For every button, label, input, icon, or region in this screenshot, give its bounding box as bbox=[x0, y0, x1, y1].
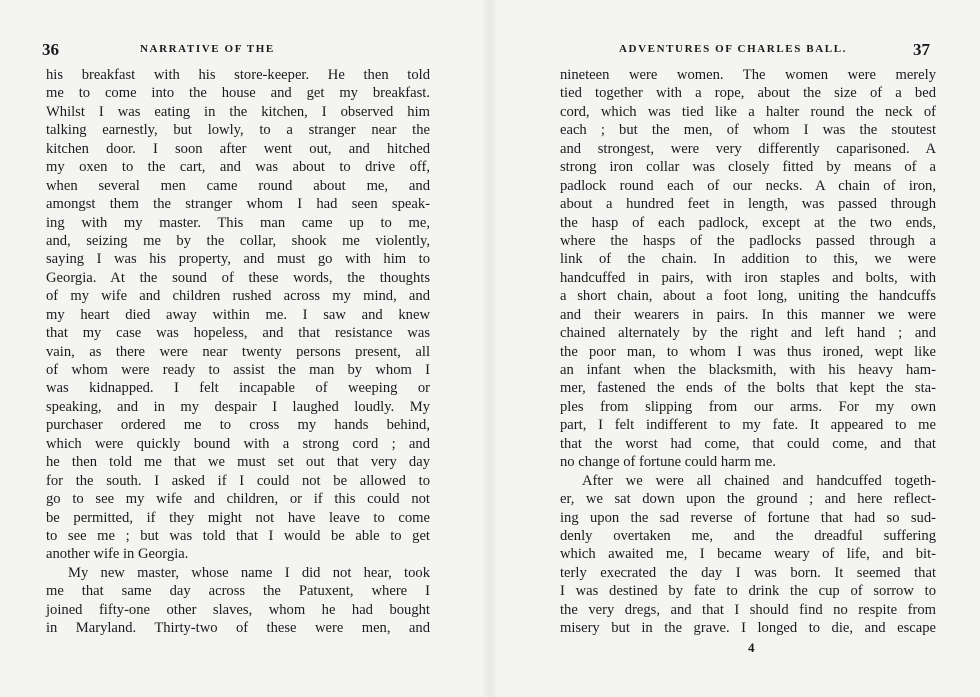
text-line: Whilst I was eating in the kitchen, I observed him bbox=[46, 103, 430, 120]
right-page bbox=[490, 0, 980, 697]
right-page-text bbox=[560, 66, 936, 638]
text-line: in Maryland. Thirty-two of these were men, and bbox=[46, 620, 430, 637]
text-line: which were quickly bound with a strong cord ; and bbox=[46, 435, 430, 452]
text-line: for the south. I asked if I could not be allowed to bbox=[46, 472, 430, 489]
text-line: er, we sat down upon the ground ; and here reflect- bbox=[560, 491, 936, 508]
text-line: of whom were ready to assist the man by whom I bbox=[46, 362, 430, 378]
running-head-left: NARRATIVE OF THE bbox=[140, 43, 275, 55]
text-line: mer, fastened the ends of the bolts that kept the sta- bbox=[560, 380, 936, 397]
text-line: ing upon the sad reverse of fortune that had so sud- bbox=[560, 509, 936, 526]
text-line: joined fifty-one other slaves, whom he had bought bbox=[46, 601, 430, 618]
text-line: speaking, and in my despair I laughed loudly. My bbox=[46, 398, 430, 415]
page-number-right: 37 bbox=[913, 40, 930, 59]
text-line: link of the chain. In addition to this, we were bbox=[560, 251, 936, 268]
paragraph-end-line: no change of fortune could harm me. bbox=[560, 454, 776, 471]
text-line: where the hasps of the padlocks passed through a bbox=[560, 232, 936, 249]
text-line: me to come into the house and get my breakfast. bbox=[46, 85, 430, 102]
text-line: cord, which was tied like a halter round the neck of bbox=[560, 103, 936, 120]
text-line: Georgia. At the sound of these words, the thoughts bbox=[46, 269, 430, 286]
text-line: that my case was hopeless, and that resistance was bbox=[46, 325, 430, 342]
page-number-left: 36 bbox=[42, 40, 59, 59]
text-line: ples from slipping from our arms. For my own bbox=[560, 398, 936, 415]
text-line: to see me ; but was told that I would be able to get bbox=[46, 527, 430, 544]
text-line: and their wearers in pairs. In this manner we were bbox=[560, 306, 936, 323]
paragraph-end-line: another wife in Georgia. bbox=[46, 546, 189, 563]
text-line: the hasp of each padlock, except at the two ends, bbox=[560, 214, 936, 231]
text-line: amongst them the stranger whom I had seen speak- bbox=[46, 196, 430, 213]
text-line: misery but in the grave. I longed to die, and escape bbox=[560, 620, 936, 637]
text-line: about a hundred feet in length, was passed through bbox=[560, 196, 936, 213]
text-line: part, I felt indifferent to my fate. It appeared to me bbox=[560, 417, 936, 434]
text-line: kitchen door. I soon after went out, and hitched bbox=[46, 140, 430, 157]
text-line: was kidnapped. I felt incapable of weeping or bbox=[46, 380, 430, 397]
text-line: tied together with a rope, about the size of a bed bbox=[560, 85, 936, 102]
text-line: I was destined by fate to drink the cup of sorrow to bbox=[560, 583, 936, 600]
text-line: me that same day across the Patuxent, where I bbox=[46, 583, 430, 600]
paragraph-start-line: My new master, whose name I did not hear, took bbox=[68, 564, 430, 581]
text-line: saying I was his property, and must go with him to bbox=[46, 251, 430, 268]
text-line: my oxen to the cart, and was about to drive off, bbox=[46, 159, 430, 176]
text-line: handcuffed in pairs, with iron staples and bolts, with bbox=[560, 269, 936, 286]
text-line: ing with my master. This man came up to me, bbox=[46, 214, 430, 231]
text-line: talking earnestly, but lowly, to a stranger near the bbox=[46, 122, 430, 139]
text-line: my heart died away within me. I saw and knew bbox=[46, 306, 430, 323]
text-line: that the worst had come, that could come, and that bbox=[560, 435, 936, 452]
text-line: he then told me that we must set out that very day bbox=[46, 454, 430, 471]
text-line: the poor man, to whom I was thus ironed, wept like bbox=[560, 343, 936, 360]
text-line: go to see my wife and children, or if this could not bbox=[46, 491, 430, 508]
text-line: terly execrated the day I was born. It seemed that bbox=[560, 564, 936, 581]
signature-mark: 4 bbox=[748, 640, 755, 655]
text-line: of my wife and children rushed across my mind, and bbox=[46, 288, 430, 305]
text-line: which awaited me, I became weary of life, and bit- bbox=[560, 546, 936, 563]
paragraph-start-line: After we were all chained and handcuffed togeth- bbox=[582, 472, 936, 489]
text-line: nineteen were women. The women were merely bbox=[560, 67, 936, 83]
text-line: and strongest, were very differently caparisoned. A bbox=[560, 140, 936, 157]
text-line: purchaser ordered me to cross my hands behind, bbox=[46, 417, 430, 434]
text-line: each ; but the men, of whom I was the stoutest bbox=[560, 122, 936, 139]
text-line: a short chain, about a foot long, uniting the handcuffs bbox=[560, 288, 936, 305]
text-line: strong iron collar was closely fitted by means of a bbox=[560, 159, 936, 176]
text-line: his breakfast with his store-keeper. He then told bbox=[46, 67, 430, 83]
text-line: an infant when the blacksmith, with his heavy ham- bbox=[560, 362, 936, 378]
text-line: denly overtaken me, and the dreadful suffering bbox=[560, 527, 936, 544]
text-line: vain, as there were near twenty persons present, all bbox=[46, 343, 430, 360]
text-line: padlock round each of our necks. A chain of iron, bbox=[560, 177, 936, 194]
text-line: and, seizing me by the collar, shook me violently, bbox=[46, 232, 430, 249]
text-line: be permitted, if they might not have leave to come bbox=[46, 509, 430, 526]
text-line: when several men came round about me, and bbox=[46, 177, 430, 194]
text-line: chained alternately by the right and left hand ; and bbox=[560, 325, 936, 342]
running-head-right: ADVENTURES OF CHARLES BALL. bbox=[619, 43, 847, 55]
text-line: the very dregs, and that I should find no respite from bbox=[560, 601, 936, 618]
left-page-text bbox=[46, 66, 430, 638]
